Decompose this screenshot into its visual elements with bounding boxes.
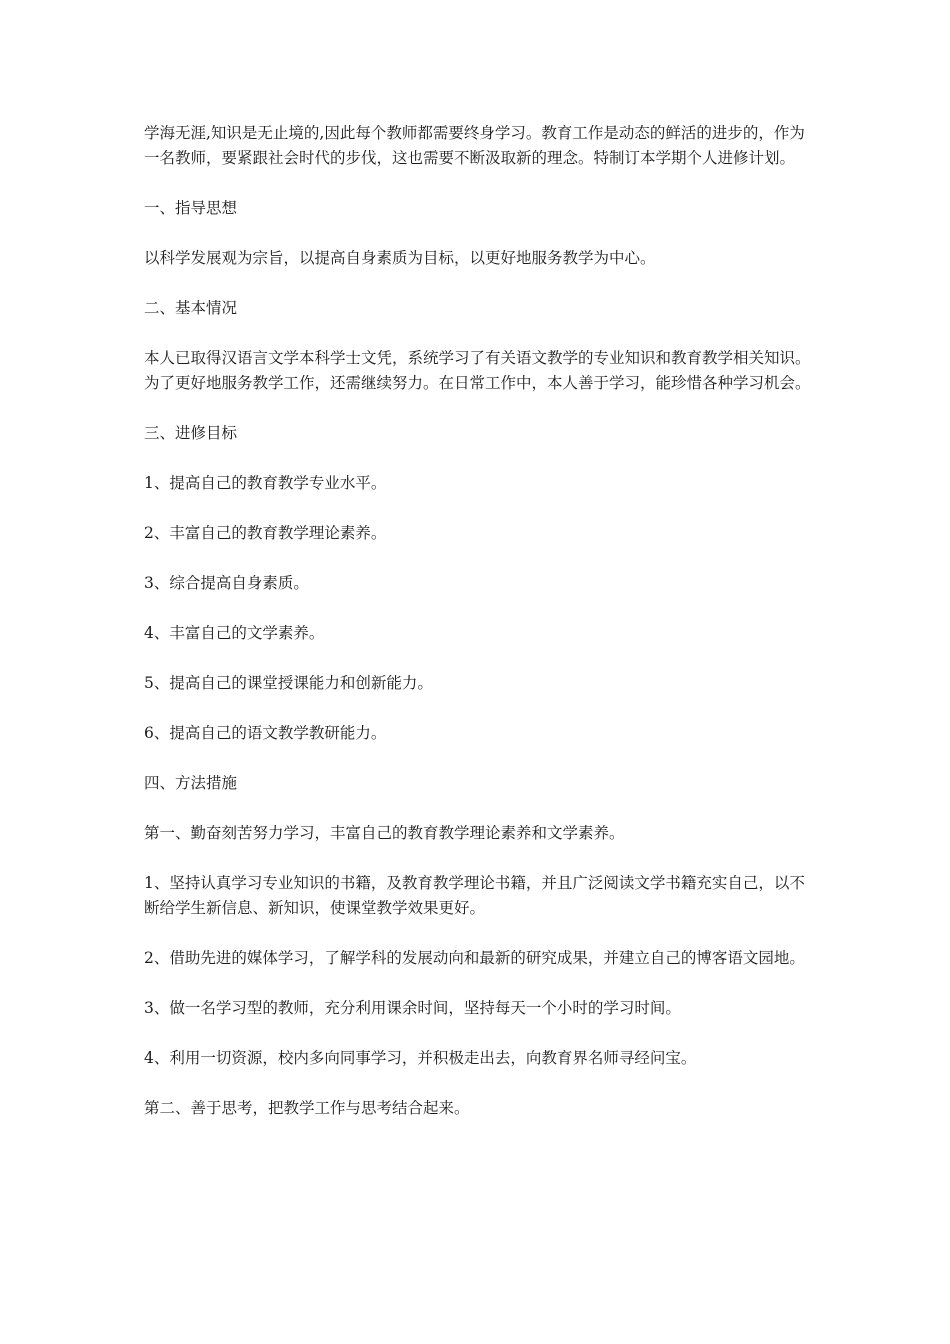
goal-item-6: 6、提高自己的语文教学教研能力。 [144,724,387,742]
method-item-1: 1、坚持认真学习专业知识的书籍，及教育教学理论书籍，并且广泛阅读文学书籍充实自己，以不断给学生新信息、新知识，使课堂教学效果更好。 [144,874,805,917]
section-heading-methods: 四、方法措施 [144,774,238,792]
goal-item-4: 4、丰富自己的文学素养。 [144,624,325,642]
method-item-2: 2、借助先进的媒体学习，了解学科的发展动向和最新的研究成果，并建立自己的博客语文园地。 [144,949,805,967]
section-heading-goals: 三、进修目标 [144,424,238,442]
method-item-3: 3、做一名学习型的教师，充分利用课余时间，坚持每天一个小时的学习时间。 [144,999,681,1017]
goal-item-5: 5、提高自己的课堂授课能力和创新能力。 [144,674,433,692]
section-heading-basic-situation: 二、基本情况 [144,299,238,317]
goal-item-2: 2、丰富自己的教育教学理论素养。 [144,524,387,542]
method-first-heading: 第一、勤奋刻苦努力学习，丰富自己的教育教学理论素养和文学素养。 [144,824,625,842]
guiding-thought-paragraph: 以科学发展观为宗旨，以提高自身素质为目标，以更好地服务教学为中心。 [144,249,656,267]
method-item-4: 4、利用一切资源，校内多向同事学习，并积极走出去，向教育界名师寻经问宝。 [144,1049,697,1067]
method-second-heading: 第二、善于思考，把教学工作与思考结合起来。 [144,1099,470,1117]
goal-item-3: 3、综合提高自身素质。 [144,574,309,592]
intro-paragraph: 学海无涯,知识是无止境的,因此每个教师都需要终身学习。教育工作是动态的鲜活的进步的，作为一名教师，要紧跟社会时代的步伐，这也需要不断汲取新的理念。特制订本学期个人进修计划。 [144,124,805,167]
basic-situation-paragraph: 本人已取得汉语言文学本科学士文凭，系统学习了有关语文教学的专业知识和教育教学相关知识。为了更好地服务教学工作，还需继续努力。在日常工作中，本人善于学习，能珍惜各种学习机会。 [144,349,811,392]
goal-item-1: 1、提高自己的教育教学专业水平。 [144,474,387,492]
section-heading-guiding-thought: 一、指导思想 [144,199,238,217]
document-body [144,121,816,1146]
